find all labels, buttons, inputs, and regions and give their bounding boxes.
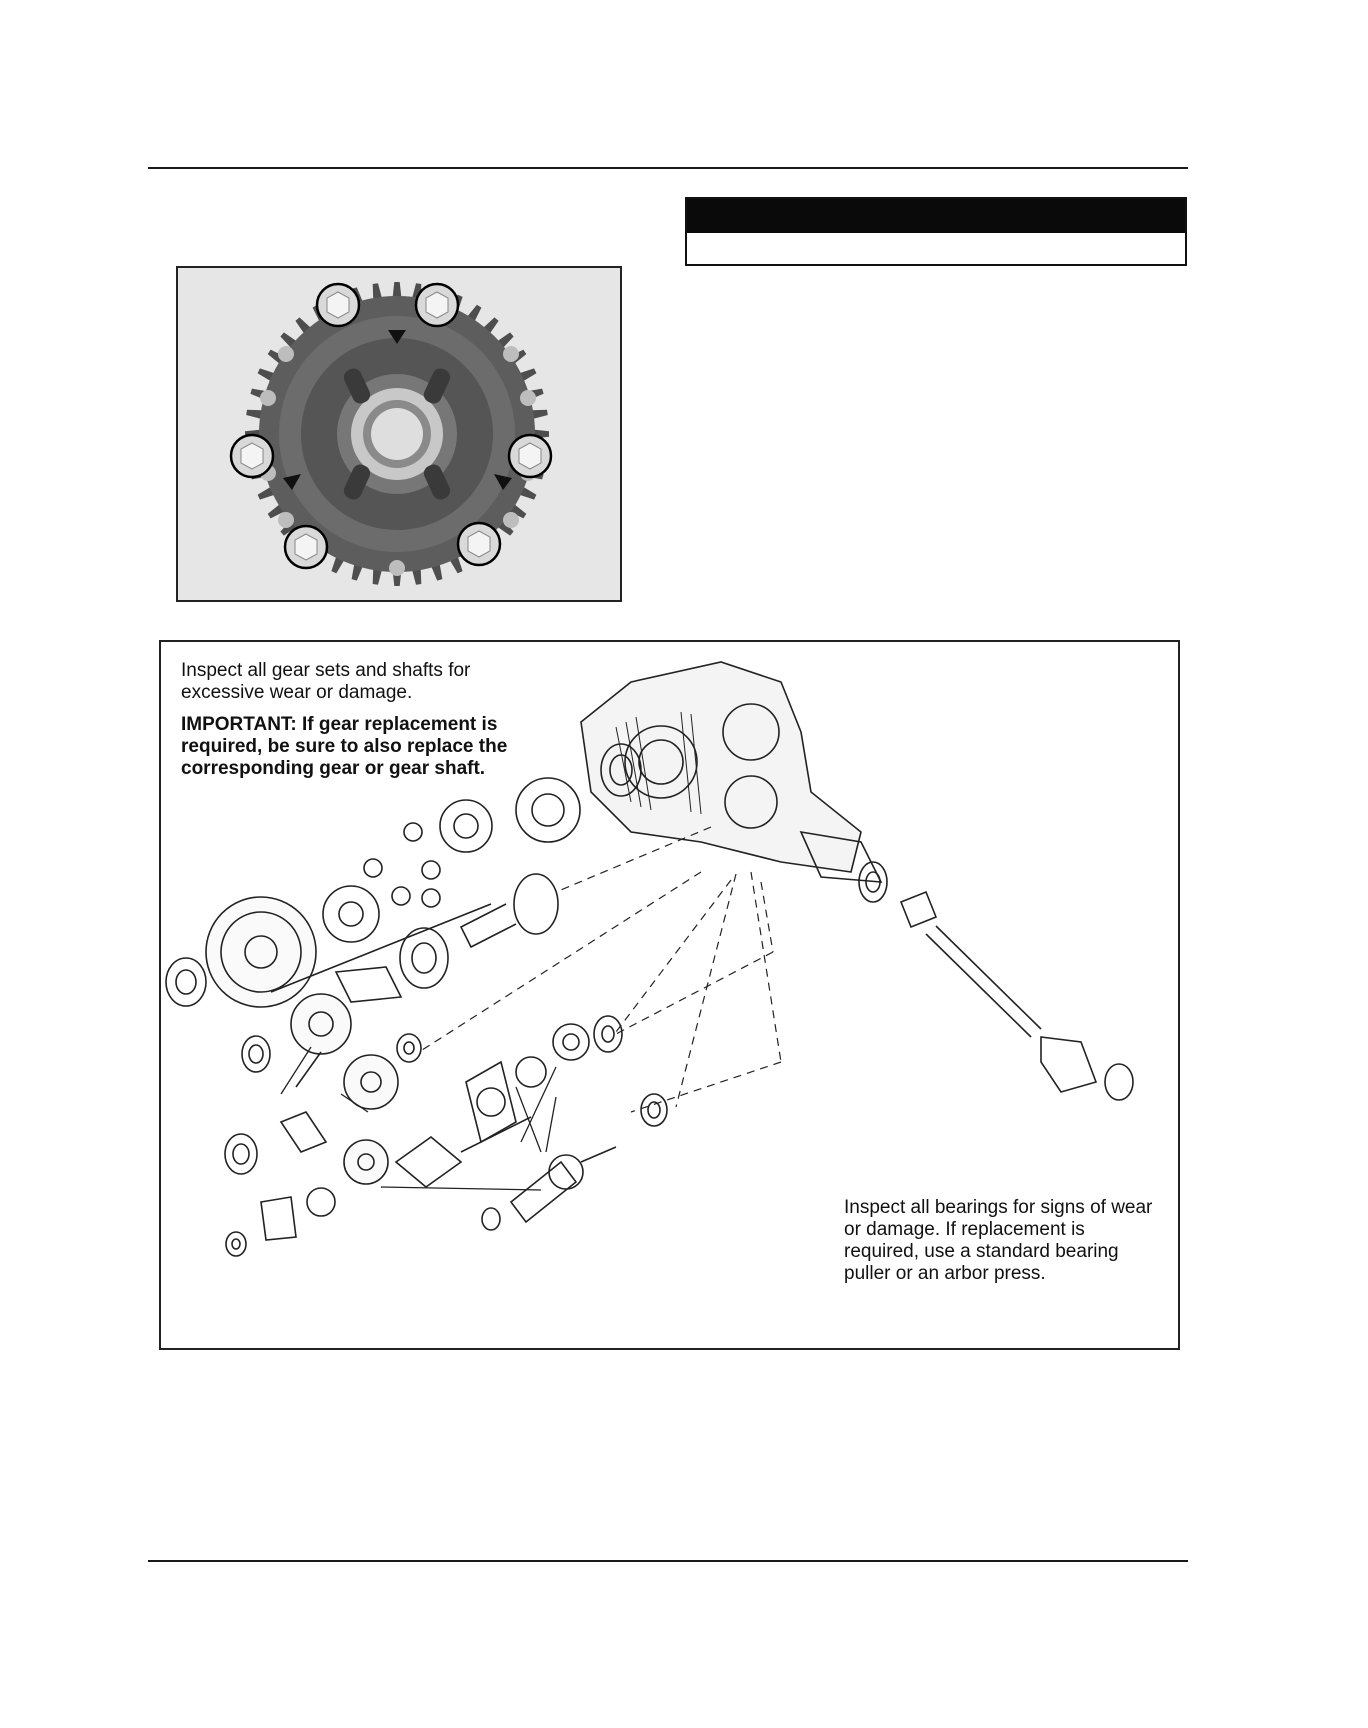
differential-gear-illustration <box>178 268 620 600</box>
header-rule <box>148 167 1188 169</box>
inspect-bearings-note: Inspect all bearings for signs of wear or damage. If replacement is required, use a standard bearing puller or an arbor press. <box>844 1197 1153 1284</box>
footer-rule <box>148 1560 1188 1562</box>
callout-body <box>687 233 1185 264</box>
gearcase-exploded-figure <box>159 640 1180 1350</box>
callout-header-bar <box>687 199 1185 233</box>
callout-box <box>685 197 1187 266</box>
differential-photo <box>176 266 622 602</box>
inspect-gears-note: Inspect all gear sets and shafts for excessive wear or damage. <box>181 660 471 703</box>
important-note: IMPORTANT: If gear replacement is required, be sure to also replace the corresponding gear or gear shaft. <box>181 714 508 779</box>
